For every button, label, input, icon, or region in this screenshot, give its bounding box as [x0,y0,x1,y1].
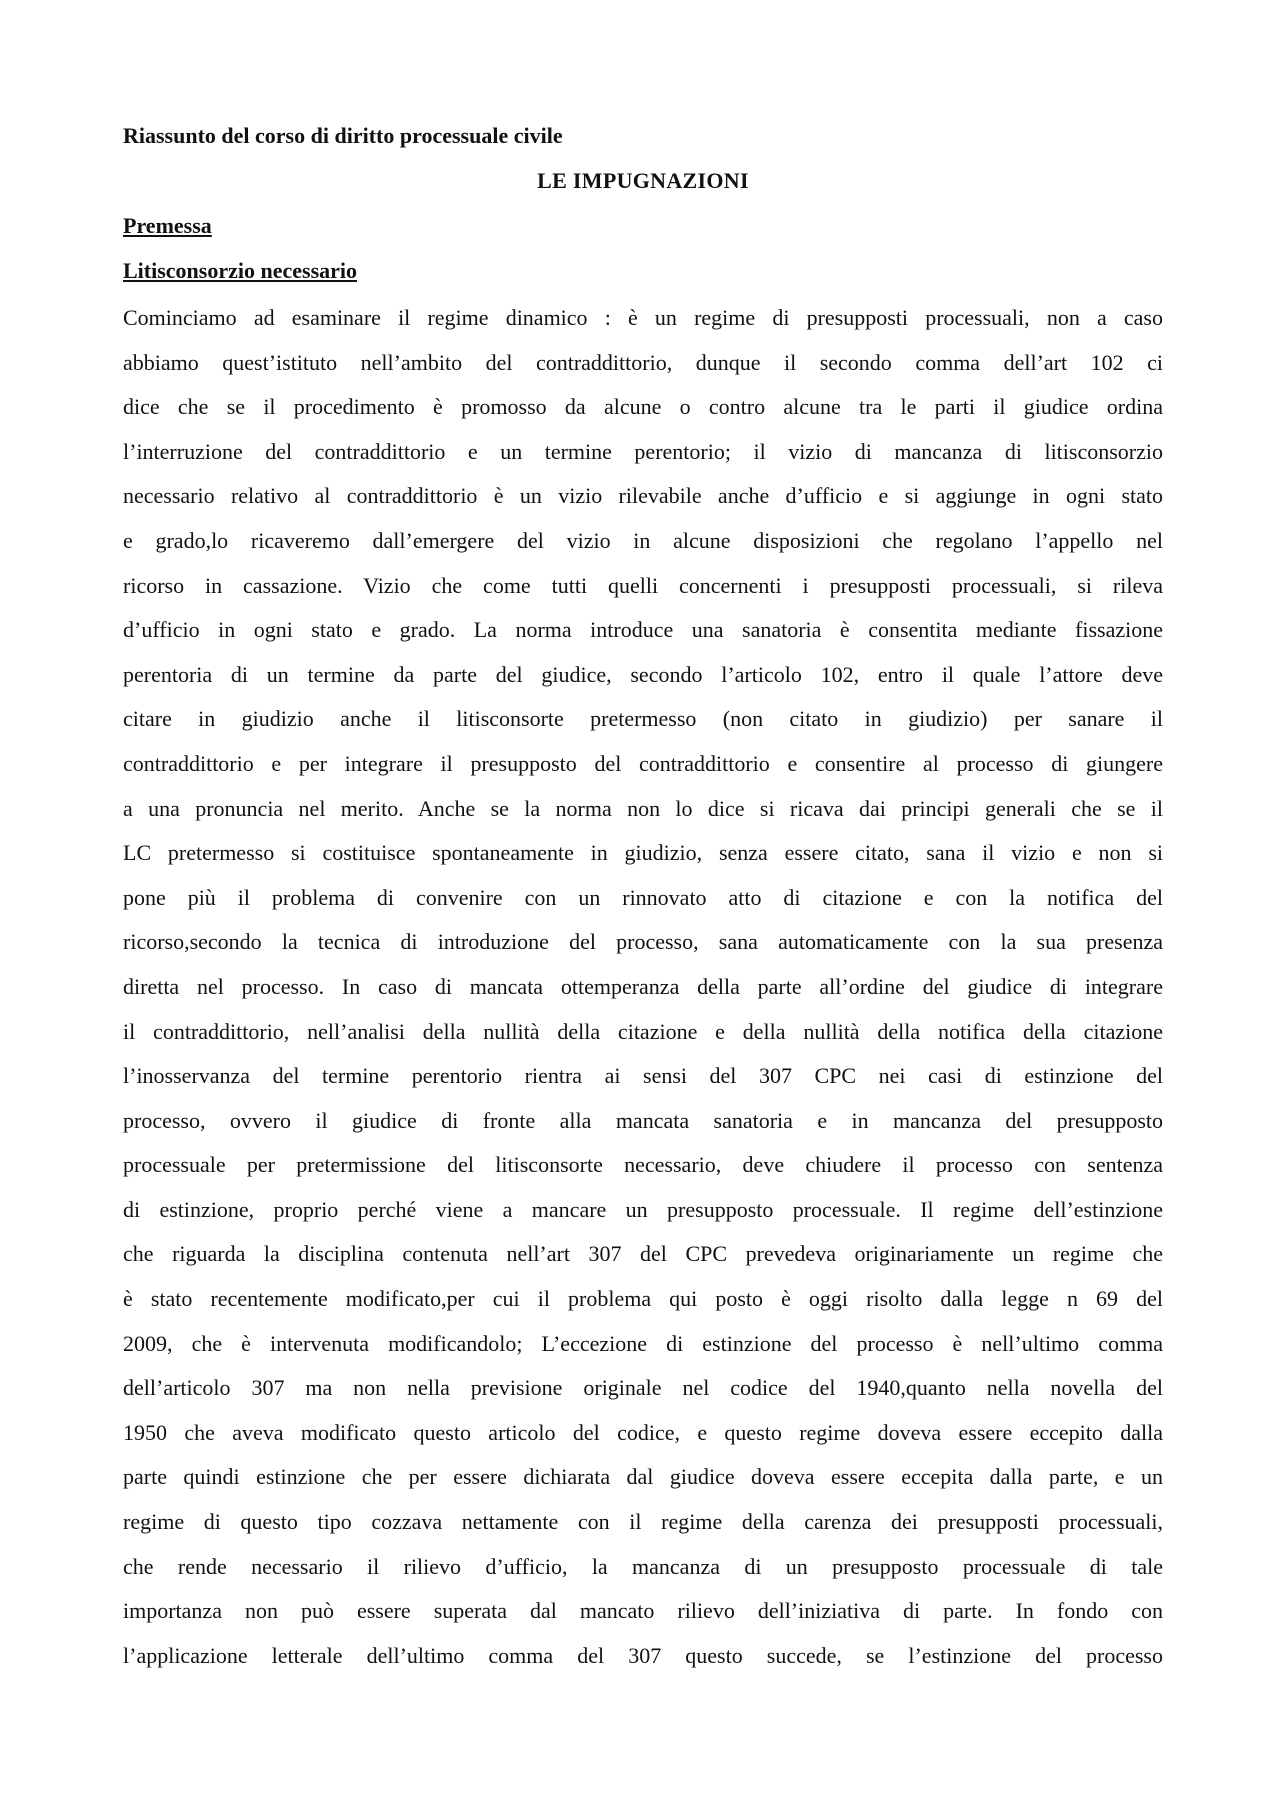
text-line: pone più il problema di convenire con un rinnovato atto di citazione e con la notifica del [123,884,1163,910]
text-line: d’ufficio in ogni stato e grado. La norma introduce una sanatoria è consentita mediante fissazione [123,617,1163,643]
body-paragraph [123,296,1163,1678]
text-line: l’interruzione del contraddittorio e un termine perentorio; il vizio di mancanza di litisconsorzio [123,438,1163,464]
heading-premessa: Premessa [123,213,212,238]
text-line: processo, ovvero il giudice di fronte alla mancata sanatoria e in mancanza del presupposto [123,1107,1163,1133]
text-line: che riguarda la disciplina contenuta nell’art 307 del CPC prevedeva originariamente un regime che [123,1241,1163,1267]
text-line: contraddittorio e per integrare il presupposto del contraddittorio e consentire al processo di giungere [123,750,1163,776]
text-line: processuale per pretermissione del litisconsorte necessario, deve chiudere il processo con sentenza [123,1152,1163,1178]
text-line: necessario relativo al contraddittorio è un vizio rilevabile anche d’ufficio e si aggiunge in ogni stato [123,483,1163,509]
text-line: a una pronuncia nel merito. Anche se la norma non lo dice si ricava dai principi generali che se il [123,795,1163,821]
text-line: parte quindi estinzione che per essere dichiarata dal giudice doveva essere eccepita dalla parte, e un [123,1464,1163,1490]
text-line: citare in giudizio anche il litisconsorte pretermesso (non citato in giudizio) per sanare il [123,706,1163,732]
text-line: Cominciamo ad esaminare il regime dinamico : è un regime di presupposti processuali, non a caso [123,305,1163,330]
text-line: 1950 che aveva modificato questo articolo del codice, e questo regime doveva essere eccepito dalla [123,1419,1163,1445]
document-title: Riassunto del corso di diritto processuale civile [123,123,563,148]
text-line: è stato recentemente modificato,per cui il problema qui posto è oggi risolto dalla legge n 69 del [123,1286,1163,1312]
text-line: l’applicazione letterale dell’ultimo comma del 307 questo succede, se l’estinzione del processo [123,1642,1163,1668]
text-line: diretta nel processo. In caso di mancata ottemperanza della parte all’ordine del giudice di integrare [123,973,1163,999]
text-line: regime di questo tipo cozzava nettamente con il regime della carenza dei presupposti processuali, [123,1509,1163,1535]
text-line: di estinzione, proprio perché viene a mancare un presupposto processuale. Il regime dell’estinzione [123,1196,1163,1222]
text-line: LC pretermesso si costituisce spontaneamente in giudizio, senza essere citato, sana il vizio e non si [123,840,1163,866]
heading-litisconsorzio: Litisconsorzio necessario [123,258,358,283]
text-line: dell’articolo 307 ma non nella previsione originale nel codice del 1940,quanto nella novella del [123,1375,1163,1401]
text-line: ricorso in cassazione. Vizio che come tutti quelli concernenti i presupposti processuali, si rileva [123,572,1163,598]
text-line: perentoria di un termine da parte del giudice, secondo l’articolo 102, entro il quale l’attore deve [123,661,1163,687]
text-line: l’inosservanza del termine perentorio rientra ai sensi del 307 CPC nei casi di estinzione del [123,1063,1163,1089]
text-line: 2009, che è intervenuta modificandolo; L’eccezione di estinzione del processo è nell’ultimo comma [123,1330,1163,1356]
text-line: importanza non può essere superata dal mancato rilievo dell’iniziativa di parte. In fondo con [123,1598,1163,1624]
text-line: che rende necessario il rilievo d’ufficio, la mancanza di un presupposto processuale di tale [123,1553,1163,1579]
text-line: ricorso,secondo la tecnica di introduzione del processo, sana automaticamente con la sua presenza [123,929,1163,955]
text-line: dice che se il procedimento è promosso da alcune o contro alcune tra le parti il giudice ordina [123,394,1163,420]
text-line: il contraddittorio, nell’analisi della nullità della citazione e della nullità della notifica della citazione [123,1018,1163,1044]
section-title: LE IMPUGNAZIONI [537,168,749,193]
text-line: abbiamo quest’istituto nell’ambito del contraddittorio, dunque il secondo comma dell’art 102 ci [123,349,1163,375]
text-line: e grado,lo ricaveremo dall’emergere del vizio in alcune disposizioni che regolano l’appello nel [123,527,1163,553]
